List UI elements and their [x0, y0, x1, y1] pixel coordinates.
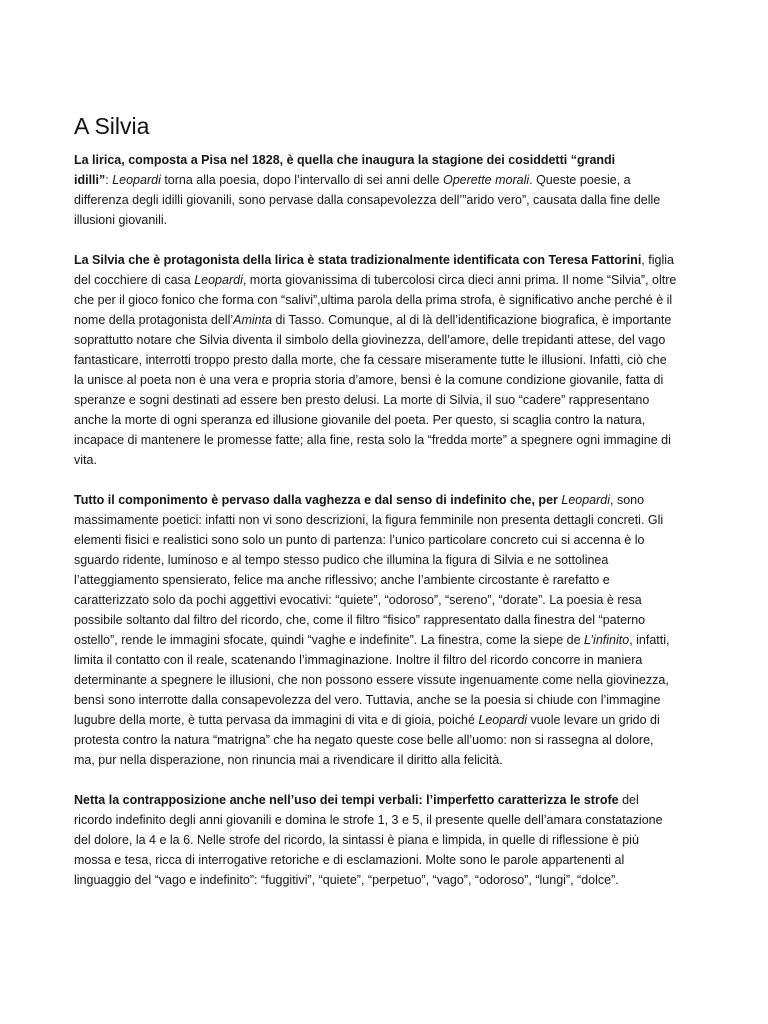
italic-text: Aminta	[233, 313, 273, 327]
text-line	[74, 330, 704, 350]
text-line	[74, 430, 704, 450]
text-line	[74, 870, 704, 890]
paragraph-silvia-identity	[74, 250, 704, 470]
paragraph-introduction	[74, 150, 704, 230]
text-line	[74, 730, 704, 750]
text-run: illusioni giovanili.	[74, 213, 168, 227]
italic-text: Leopardi	[112, 173, 161, 187]
text-line	[74, 530, 704, 550]
text-run: , sono	[610, 493, 645, 507]
bold-text: La Silvia che è protagonista della lirica è stata tradizionalmente identificata con Teresa Fattorini	[74, 253, 642, 267]
text-line	[74, 350, 704, 370]
page-title: A Silvia	[74, 113, 150, 139]
text-run: differenza degli idilli giovanili, sono pervase dalla consapevolezza dell’”arido vero”, causata dalla fine delle	[74, 193, 661, 207]
text-run: bensì sono interrotte dalla consapevolezza del vero. Tuttavia, anche se la poesia si chiude con l’immagine	[74, 693, 661, 707]
text-line	[74, 370, 704, 390]
text-run: sguardo ridente, luminoso e al tempo stesso pudico che illumina la figura di Silvia e ne sottolinea	[74, 553, 609, 567]
text-line	[74, 270, 704, 290]
text-line	[74, 750, 704, 770]
text-line	[74, 830, 704, 850]
text-run: protesta contro la natura “matrigna” che ha negato queste cose belle all’uomo: non si rassegna al dolore,	[74, 733, 654, 747]
text-line	[74, 170, 704, 190]
text-run: ma, pur nella disperazione, non rinuncia mai a rivendicare il diritto alla felicità.	[74, 753, 503, 767]
text-run: che per il gioco fonico che forma con “salivi”,ultima parola della prima strofa, è significativo anche perché è il	[74, 293, 673, 307]
text-line	[74, 790, 704, 810]
text-line	[74, 190, 704, 210]
text-line	[74, 550, 704, 570]
text-run: anche la morte di ogni speranza ed illusione giovanile del poeta. Per questo, si scaglia contro la natura,	[74, 413, 646, 427]
text-line	[74, 590, 704, 610]
text-run: del dolore, la 4 e la 6. Nelle strofe del ricordo, la sintassi è piana e limpida, in quelle di riflessione è più	[74, 833, 639, 847]
text-line	[74, 810, 704, 830]
text-run: possibile soltanto dal filtro del ricordo, che, come il filtro “fisico” rappresentato dalla finestra del “paterno	[74, 613, 646, 627]
text-line	[74, 570, 704, 590]
text-run: elementi fisici e realistici sono solo un punto di partenza: l’unico particolare concreto cui si accenna è lo	[74, 533, 645, 547]
text-line	[74, 630, 704, 650]
text-line	[74, 510, 704, 530]
text-run: mossa e tesa, ricca di interrogative retoriche e di esclamazioni. Molte sono le parole appartenenti al	[74, 853, 625, 867]
text-run: del cocchiere di casa	[74, 273, 195, 287]
paragraph-vagueness	[74, 490, 704, 770]
text-line	[74, 650, 704, 670]
bold-text: Netta la contrapposizione anche nell’uso dei tempi verbali: l’imperfetto caratterizza le strofe	[74, 793, 619, 807]
text-line	[74, 610, 704, 630]
text-run: . Queste poesie, a	[529, 173, 631, 187]
text-run: determinante a spegnere le illusioni, che non possono essere vissute ingenuamente come nella giovinezza,	[74, 673, 669, 687]
text-run: , morta giovanissima di tubercolosi circa dieci anni prima. Il nome “Silvia”, oltre	[242, 273, 677, 287]
text-run: , figlia	[641, 253, 674, 267]
text-line	[74, 210, 704, 230]
text-run: linguaggio del “vago e indefinito”: “fuggitivi”, “quiete”, “perpetuo”, “vago”, “odoroso”, “lungi”, “dolce”.	[74, 873, 619, 887]
text-run: lugubre della morte, è tutta pervasa da immagini di vita e di gioia, poiché	[74, 713, 479, 727]
paragraph-verb-tenses	[74, 790, 704, 890]
text-run: l’atteggiamento spensierato, felice ma anche riflessivo; anche l’ambiente circostante è rarefatto e	[74, 573, 610, 587]
text-run: nome della protagonista dell’	[74, 313, 234, 327]
bold-text: Tutto il componimento è pervaso dalla vaghezza e dal senso di indefinito che, per	[74, 493, 562, 507]
bold-text: idilli”	[74, 173, 106, 187]
text-line	[74, 310, 704, 330]
text-run: caratterizzato solo da pochi aggettivi evocativi: “quiete”, “odoroso”, “sereno”, “dorate”. La poesia è resa	[74, 593, 642, 607]
text-line	[74, 490, 704, 510]
italic-text: L’infinito	[584, 633, 630, 647]
text-line	[74, 850, 704, 870]
text-line	[74, 670, 704, 690]
text-line	[74, 450, 704, 470]
italic-text: Leopardi	[194, 273, 243, 287]
text-run: ricordo indefinito degli anni giovanili e domina le strofe 1, 3 e 5, il presente quelle dell’amara constatazione	[74, 813, 663, 827]
text-line	[74, 410, 704, 430]
text-run: torna alla poesia, dopo l’intervallo di sei anni delle	[160, 173, 443, 187]
text-line	[74, 710, 704, 730]
text-run: la unisce al poeta non è una vera e propria storia d’amore, bensì è la comune condizione giovanile, fatta di	[74, 373, 664, 387]
text-line	[74, 690, 704, 710]
text-run: limita il contatto con il reale, scatenando l’immaginazione. Inoltre il filtro del ricordo concorre in maniera	[74, 653, 643, 667]
text-run: , infatti,	[629, 633, 670, 647]
text-run: :	[105, 173, 113, 187]
text-line	[74, 290, 704, 310]
text-run: soprattutto notare che Silvia diventa il simbolo della giovinezza, dell’amore, delle trepidanti attese, del vago	[74, 333, 666, 347]
italic-text: Operette morali	[442, 173, 530, 187]
text-run: vuole levare un grido di	[527, 713, 660, 727]
text-run: di Tasso. Comunque, al di là dell’identificazione biografica, è importante	[272, 313, 672, 327]
italic-text: Leopardi	[478, 713, 528, 727]
text-run: incapace di mantenere le promesse fatte; alla fine, resta solo la “fredda morte” a spegnere ogni immagine di	[74, 433, 671, 447]
text-run: ostello”, rende le immagini sfocate, quindi “vaghe e indefinite”. La finestra, come la siepe de	[74, 633, 585, 647]
text-line	[74, 390, 704, 410]
text-run: vita.	[74, 453, 97, 467]
text-run: speranze e sogni destinati ad essere ben presto delusi. La morte di Silvia, il suo “cadere” rappresentano	[74, 393, 650, 407]
text-run: massimamente poetici: infatti non vi sono descrizioni, la figura femminile non presenta dettagli concreti. Gli	[74, 513, 664, 527]
text-run: fantasticare, interrotti troppo presto dalla morte, che fa cessare miseramente tutte le illusioni. Infatti, ciò che	[74, 353, 667, 367]
text-line	[74, 250, 704, 270]
text-line	[74, 150, 704, 170]
bold-text: La lirica, composta a Pisa nel 1828, è quella che inaugura la stagione dei cosiddetti “grandi	[74, 153, 616, 167]
italic-text: Leopardi	[561, 493, 611, 507]
text-run: del	[618, 793, 639, 807]
